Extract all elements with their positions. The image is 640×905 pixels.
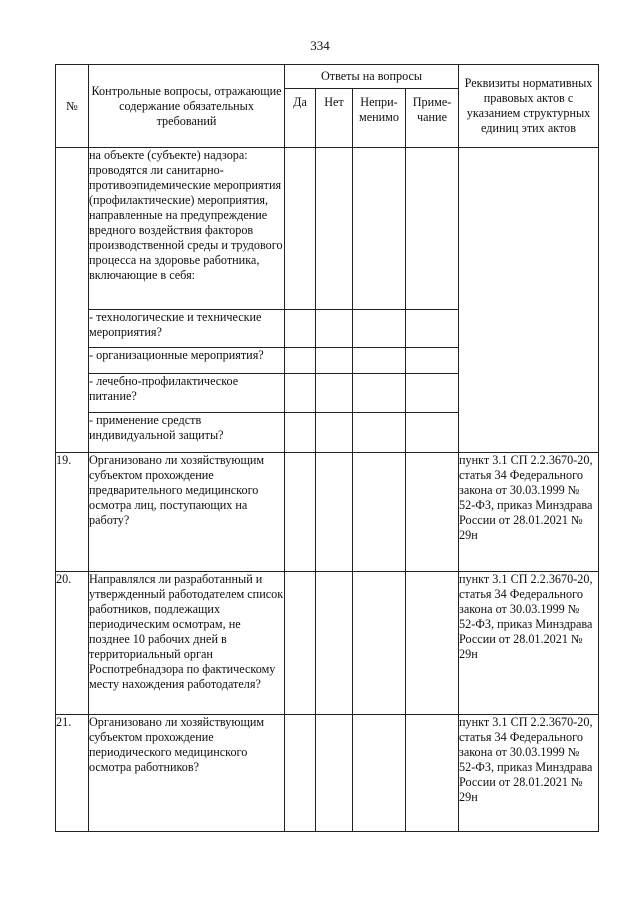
table-row bbox=[56, 453, 599, 572]
answer-yes-cell[interactable] bbox=[285, 310, 316, 348]
answer-no-cell[interactable] bbox=[316, 572, 353, 715]
header-answers: Ответы на вопросы bbox=[285, 65, 459, 89]
answer-na-cell[interactable] bbox=[353, 310, 406, 348]
ref-text: пункт 3.1 СП 2.2.3670-20, статья 34 Федерального закона от 30.03.1999 № 52-ФЗ, приказ Минздрава России от 28.01.2021 № 29н bbox=[459, 453, 599, 572]
answer-note-cell[interactable] bbox=[406, 572, 459, 715]
answer-yes-cell[interactable] bbox=[285, 413, 316, 453]
answer-no-cell[interactable] bbox=[316, 413, 353, 453]
answer-no-cell[interactable] bbox=[316, 715, 353, 832]
answer-na-cell[interactable] bbox=[353, 572, 406, 715]
answer-note-cell[interactable] bbox=[406, 148, 459, 310]
answer-no-cell[interactable] bbox=[316, 453, 353, 572]
ref-text: пункт 3.1 СП 2.2.3670-20, статья 34 Федерального закона от 30.03.1999 № 52-ФЗ, приказ Минздрава России от 28.01.2021 № 29н bbox=[459, 572, 599, 715]
question-text: Направлялся ли разработанный и утвержденный работодателем список работников, подлежащих периодическим осмотрам, не позднее 10 рабочих дней в территориальный орган Роспотребнадзора по фактическому месту нахождения работодателя? bbox=[89, 572, 285, 715]
answer-yes-cell[interactable] bbox=[285, 572, 316, 715]
answer-no-cell[interactable] bbox=[316, 348, 353, 374]
question-text: Организовано ли хозяйствующим субъектом прохождение периодического медицинского осмотра работников? bbox=[89, 715, 285, 832]
question-text: - технологические и технические мероприятия? bbox=[89, 310, 285, 348]
row-number: 20. bbox=[56, 572, 89, 715]
row-number: 21. bbox=[56, 715, 89, 832]
header-no: Нет bbox=[316, 89, 353, 148]
answer-na-cell[interactable] bbox=[353, 374, 406, 413]
question-text: - организационные мероприятия? bbox=[89, 348, 285, 374]
answer-note-cell[interactable] bbox=[406, 453, 459, 572]
header-note: Приме- чание bbox=[406, 89, 459, 148]
answer-na-cell[interactable] bbox=[353, 148, 406, 310]
answer-note-cell[interactable] bbox=[406, 413, 459, 453]
answer-note-cell[interactable] bbox=[406, 310, 459, 348]
header-yes: Да bbox=[285, 89, 316, 148]
answer-yes-cell[interactable] bbox=[285, 348, 316, 374]
question-text: на объекте (субъекте) надзора: проводятся ли санитарно-противоэпидемические мероприятия (профилактические) мероприятия, направленные на предупреждение вредного воздействия факторов производственной среды и трудового процесса на здоровье работника, включающие в себя: bbox=[89, 148, 285, 310]
table-row bbox=[56, 148, 599, 310]
answer-note-cell[interactable] bbox=[406, 348, 459, 374]
answer-note-cell[interactable] bbox=[406, 715, 459, 832]
ref-cell bbox=[459, 148, 599, 453]
table-row bbox=[56, 572, 599, 715]
header-questions: Контрольные вопросы, отражающие содержание обязательных требований bbox=[89, 65, 285, 148]
answer-no-cell[interactable] bbox=[316, 310, 353, 348]
answer-no-cell[interactable] bbox=[316, 148, 353, 310]
question-text: - лечебно-профилактическое питание? bbox=[89, 374, 285, 413]
answer-yes-cell[interactable] bbox=[285, 715, 316, 832]
answer-no-cell[interactable] bbox=[316, 374, 353, 413]
row-num-cell bbox=[56, 148, 89, 453]
answer-na-cell[interactable] bbox=[353, 715, 406, 832]
header-not-applicable: Непри- менимо bbox=[353, 89, 406, 148]
answer-na-cell[interactable] bbox=[353, 413, 406, 453]
header-num: № bbox=[56, 65, 89, 148]
answer-yes-cell[interactable] bbox=[285, 148, 316, 310]
answer-yes-cell[interactable] bbox=[285, 374, 316, 413]
answer-yes-cell[interactable] bbox=[285, 453, 316, 572]
answer-note-cell[interactable] bbox=[406, 374, 459, 413]
row-number: 19. bbox=[56, 453, 89, 572]
checklist-table bbox=[55, 64, 599, 832]
question-text: - применение средств индивидуальной защиты? bbox=[89, 413, 285, 453]
header-refs: Реквизиты нормативных правовых актов с указанием структурных единиц этих актов bbox=[459, 65, 599, 148]
ref-text: пункт 3.1 СП 2.2.3670-20, статья 34 Федерального закона от 30.03.1999 № 52-ФЗ, приказ Минздрава России от 28.01.2021 № 29н bbox=[459, 715, 599, 832]
answer-na-cell[interactable] bbox=[353, 453, 406, 572]
page-number: 334 bbox=[310, 38, 330, 53]
question-text: Организовано ли хозяйствующим субъектом прохождение предварительного медицинского осмотра лиц, поступающих на работу? bbox=[89, 453, 285, 572]
table-row bbox=[56, 715, 599, 832]
answer-na-cell[interactable] bbox=[353, 348, 406, 374]
